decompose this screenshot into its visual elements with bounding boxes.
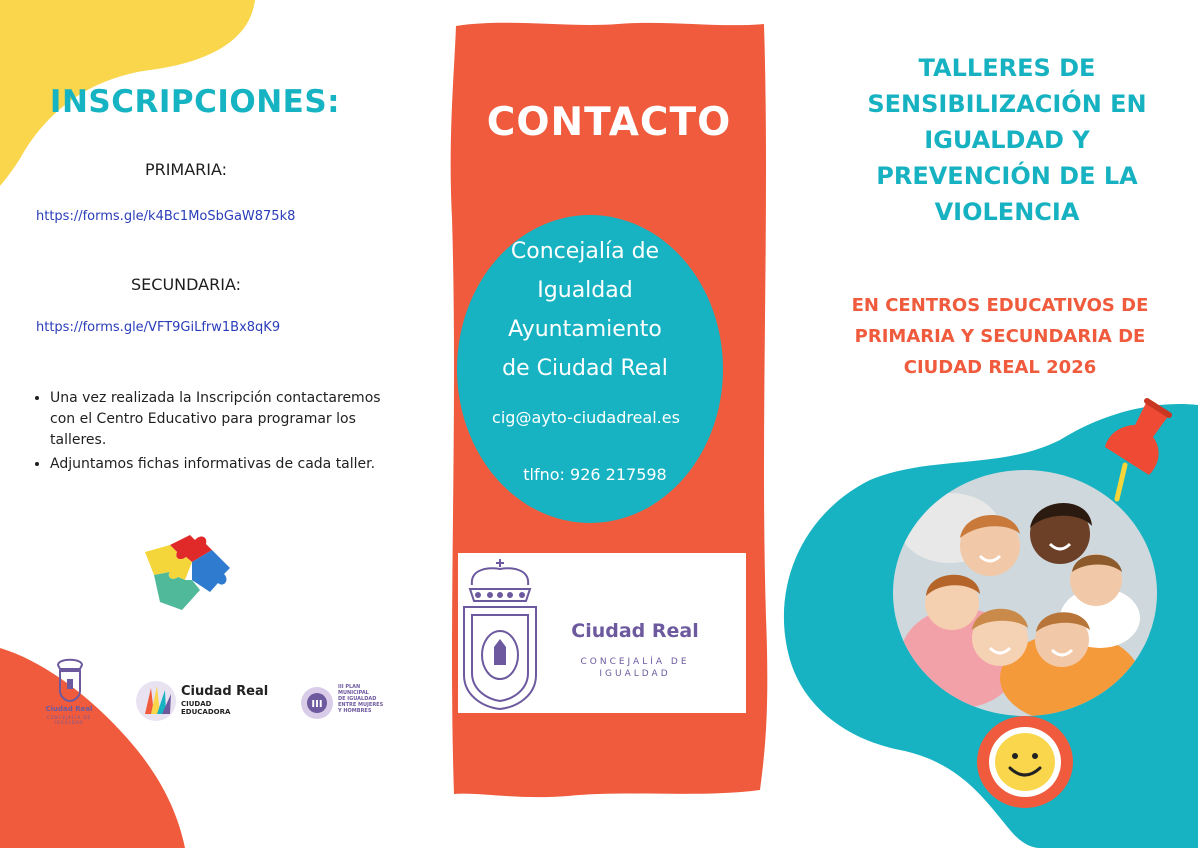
info-bullet-list bbox=[30, 388, 410, 478]
logo3-line2: MUNICIPAL bbox=[338, 690, 369, 696]
primaria-label: PRIMARIA: bbox=[144, 160, 228, 179]
workshop-subtitle-line-2: PRIMARIA Y SECUNDARIA DE bbox=[854, 326, 1146, 347]
workshop-title-line-3: IGUALDAD Y bbox=[924, 126, 1090, 154]
workshop-title-line-1: TALLERES DE bbox=[918, 54, 1096, 82]
contact-line-1: Concejalía de bbox=[510, 239, 660, 264]
pushpin-icon bbox=[1095, 395, 1175, 505]
secundaria-label: SECUNDARIA: bbox=[131, 275, 241, 294]
logo3-line4: ENTRE MUJERES bbox=[338, 702, 384, 708]
primaria-form-link[interactable]: https://forms.gle/k4Bc1MoSbGaW875k8 bbox=[36, 209, 296, 224]
workshop-title bbox=[852, 50, 1162, 230]
logo-sub-line-1: CONCEJALÍA DE bbox=[580, 657, 690, 667]
workshop-title-line-2: SENSIBILIZACIÓN EN bbox=[867, 90, 1147, 118]
workshop-subtitle-line-1: EN CENTROS EDUCATIVOS DE bbox=[851, 295, 1149, 316]
logo-ciudad-real-name: Ciudad Real bbox=[571, 620, 699, 642]
contact-org bbox=[460, 232, 710, 388]
ciudad-educadora-emblem-icon bbox=[135, 680, 177, 722]
info-bullet: • Adjuntamos fichas informativas de cada taller. bbox=[50, 454, 410, 475]
logo-ciudad-educadora bbox=[135, 680, 275, 724]
crest-icon bbox=[50, 655, 90, 703]
contact-title: CONTACTO bbox=[486, 100, 732, 145]
logo-plan-igualdad bbox=[300, 684, 410, 728]
contact-line-3: Ayuntamiento bbox=[508, 317, 662, 342]
smiley-icon bbox=[975, 714, 1075, 810]
logo1-name: Ciudad Real bbox=[45, 705, 93, 713]
crest-icon bbox=[460, 555, 540, 711]
logo2-sub1: CIUDAD bbox=[181, 700, 212, 708]
logo-sub-line-2: IGUALDAD bbox=[599, 669, 671, 679]
workshop-subtitle bbox=[836, 290, 1164, 383]
logo2-sub2: EDUCADORA bbox=[181, 708, 231, 716]
logo-ciudad-real-igualdad-small bbox=[38, 655, 100, 735]
inscripciones-title: INSCRIPCIONES: bbox=[49, 84, 341, 120]
logo1-sub: CONCEJALÍA DE IGUALDAD bbox=[46, 715, 92, 725]
contact-line-4: de Ciudad Real bbox=[502, 356, 668, 381]
contact-email-link[interactable]: cig@ayto-ciudadreal.es bbox=[492, 408, 680, 427]
contact-line-2: Igualdad bbox=[537, 278, 633, 303]
logo3-line3: DE IGUALDAD bbox=[338, 696, 377, 702]
secundaria-form-link[interactable]: https://forms.gle/VFT9GiLfrw1Bx8qK9 bbox=[36, 320, 281, 335]
logo3-line1: III PLAN bbox=[338, 684, 361, 690]
logo-concejalia-sub bbox=[555, 656, 715, 680]
workshop-title-line-5: VIOLENCIA bbox=[934, 198, 1080, 226]
logo2-name: Ciudad Real bbox=[181, 684, 269, 699]
svg-text:III: III bbox=[311, 699, 323, 710]
workshop-subtitle-line-3: CIUDAD REAL 2026 bbox=[903, 357, 1097, 378]
info-bullet: • Una vez realizada la Inscripción contactaremos con el Centro Educativo para programar los talleres. bbox=[50, 388, 410, 451]
puzzle-icon bbox=[140, 520, 240, 620]
logo3-line5: Y HOMBRES bbox=[338, 708, 372, 714]
children-photo bbox=[890, 468, 1160, 718]
contact-phone: tlfno: 926 217598 bbox=[523, 465, 667, 484]
plan-igualdad-emblem-icon bbox=[300, 686, 334, 720]
workshop-title-line-4: PREVENCIÓN DE LA bbox=[876, 162, 1138, 190]
